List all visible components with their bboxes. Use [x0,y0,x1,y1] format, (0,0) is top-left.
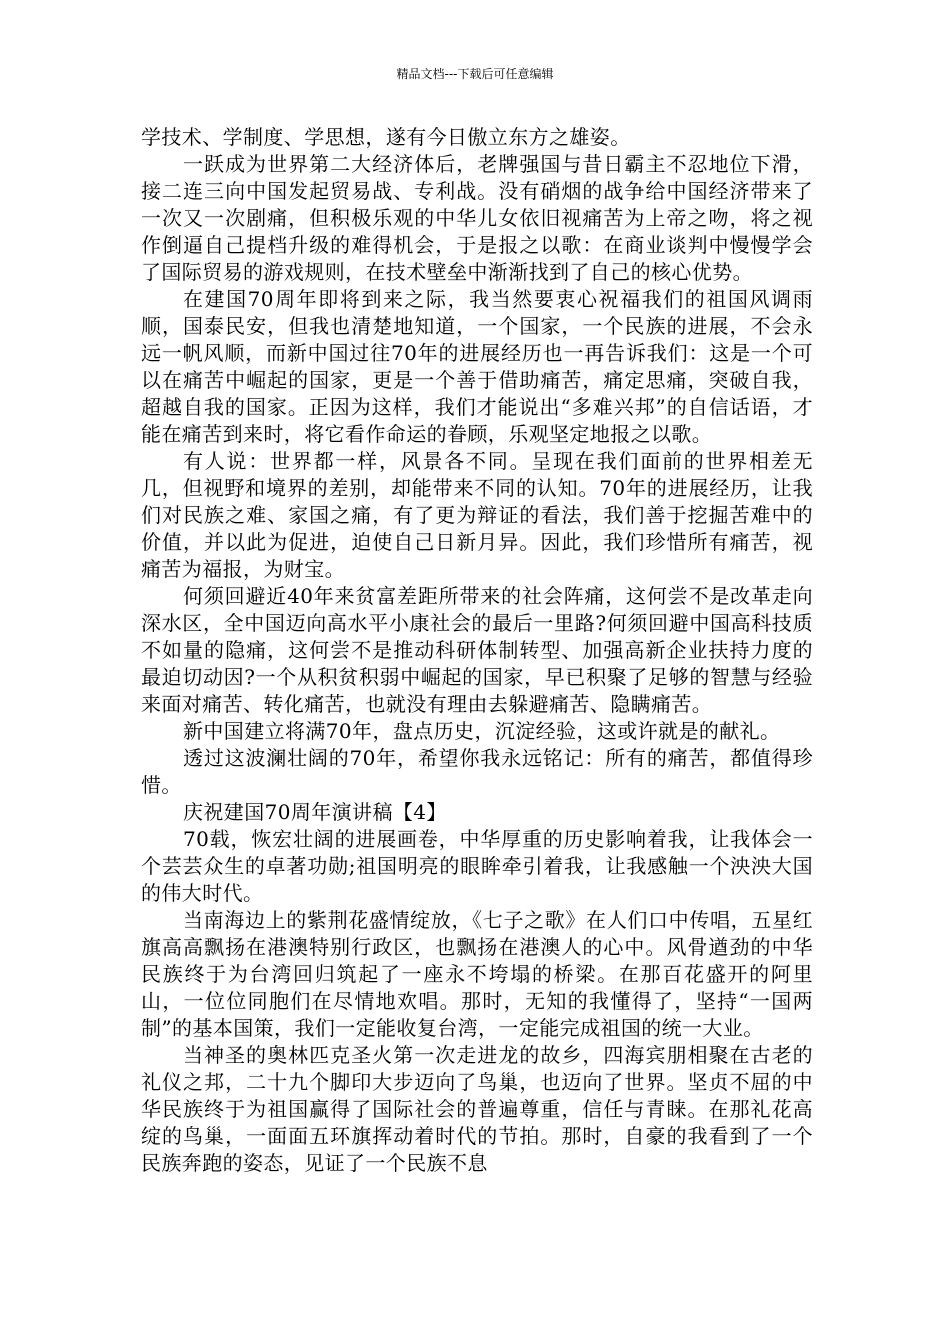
paragraph: 学技术、学制度、学思想，遂有今日傲立东方之雄姿。 [141,125,631,149]
paragraph: 有人说：世界都一样，风景各不同。呈现在我们面前的世界相差无几，但视野和境界的差别，却能带来不同的认知。70年的进展经历，让我们对民族之难、家国之痛，有了更为辩证的看法，我们善于挖掘苦难中的价值，并以此为促进，迫使自己日新月异。因此，我们珍惜所有痛苦，视痛苦为福报，为财宝。 [141,449,813,581]
paragraph: 新中国建立将满70年，盘点历史，沉淀经验，这或许就是的献礼。 [183,719,781,743]
document-body [141,124,813,1177]
paragraph: 一跃成为世界第二大经济体后，老牌强国与昔日霸主不忍地位下滑，接二连三向中国发起贸易战、专利战。没有硝烟的战争给中国经济带来了一次又一次剧痛，但积极乐观的中华儿女依旧视痛苦为上帝之吻，将之视作倒逼自己提档升级的难得机会，于是报之以歌：在商业谈判中慢慢学会了国际贸易的游戏规则，在技术壁垒中渐渐找到了自己的核心优势。 [141,152,813,284]
paragraph: 70载，恢宏壮阔的进展画卷，中华厚重的历史影响着我，让我体会一个芸芸众生的卓著功勋;祖国明亮的眼眸牵引着我，让我感触一个泱泱大国的伟大时代。 [141,827,813,905]
paragraph: 当南海边上的紫荆花盛情绽放，《七子之歌》在人们口中传唱，五星红旗高高飘扬在港澳特别行政区，也飘扬在港澳人的心中。风骨遒劲的中华民族终于为台湾回归筑起了一座永不垮塌的桥梁。在那百花盛开的阿里山，一位位同胞们在尽情地欢唱。那时，无知的我懂得了，坚持“一国两制”的基本国策，我们一定能收复台湾，一定能完成祖国的统一大业。 [141,908,813,1040]
section-title: 庆祝建国70周年演讲稿【4】 [183,800,447,824]
paragraph: 在建国70周年即将到来之际，我当然要衷心祝福我们的祖国风调雨顺，国泰民安，但我也清楚地知道，一个国家，一个民族的进展，不会永远一帆风顺，而新中国过往70年的进展经历也一再告诉我们：这是一个可以在痛苦中崛起的国家，更是一个善于借助痛苦，痛定思痛，突破自我，超越自我的国家。正因为这样，我们才能说出“多难兴邦”的自信话语，才能在痛苦到来时，将它看作命运的眷顾，乐观坚定地报之以歌。 [141,287,813,446]
paragraph: 透过这波澜壮阔的70年，希望你我永远铭记：所有的痛苦，都值得珍惜。 [141,746,813,797]
paragraph: 当神圣的奥林匹克圣火第一次走进龙的故乡，四海宾朋相聚在古老的礼仪之邦，二十九个脚印大步迈向了鸟巢，也迈向了世界。坚贞不屈的中华民族终于为祖国赢得了国际社会的普遍尊重，信任与青睐。在那礼花高绽的鸟巢，一面面五环旗挥动着时代的节拍。那时，自豪的我看到了一个民族奔跑的姿态，见证了一个民族不息 [141,1043,813,1175]
page-header: 精品文档---下载后可任意编辑 [396,67,554,81]
paragraph: 何须回避近40年来贫富差距所带来的社会阵痛，这何尝不是改革走向深水区，全中国迈向高水平小康社会的最后一里路?何须回避中国高科技质不如量的隐痛，这何尝不是推动科研体制转型、加强高新企业扶持力度的最迫切动因?一个从积贫积弱中崛起的国家，早已积聚了足够的智慧与经验来面对痛苦、转化痛苦，也就没有理由去躲避痛苦、隐瞒痛苦。 [141,584,813,716]
